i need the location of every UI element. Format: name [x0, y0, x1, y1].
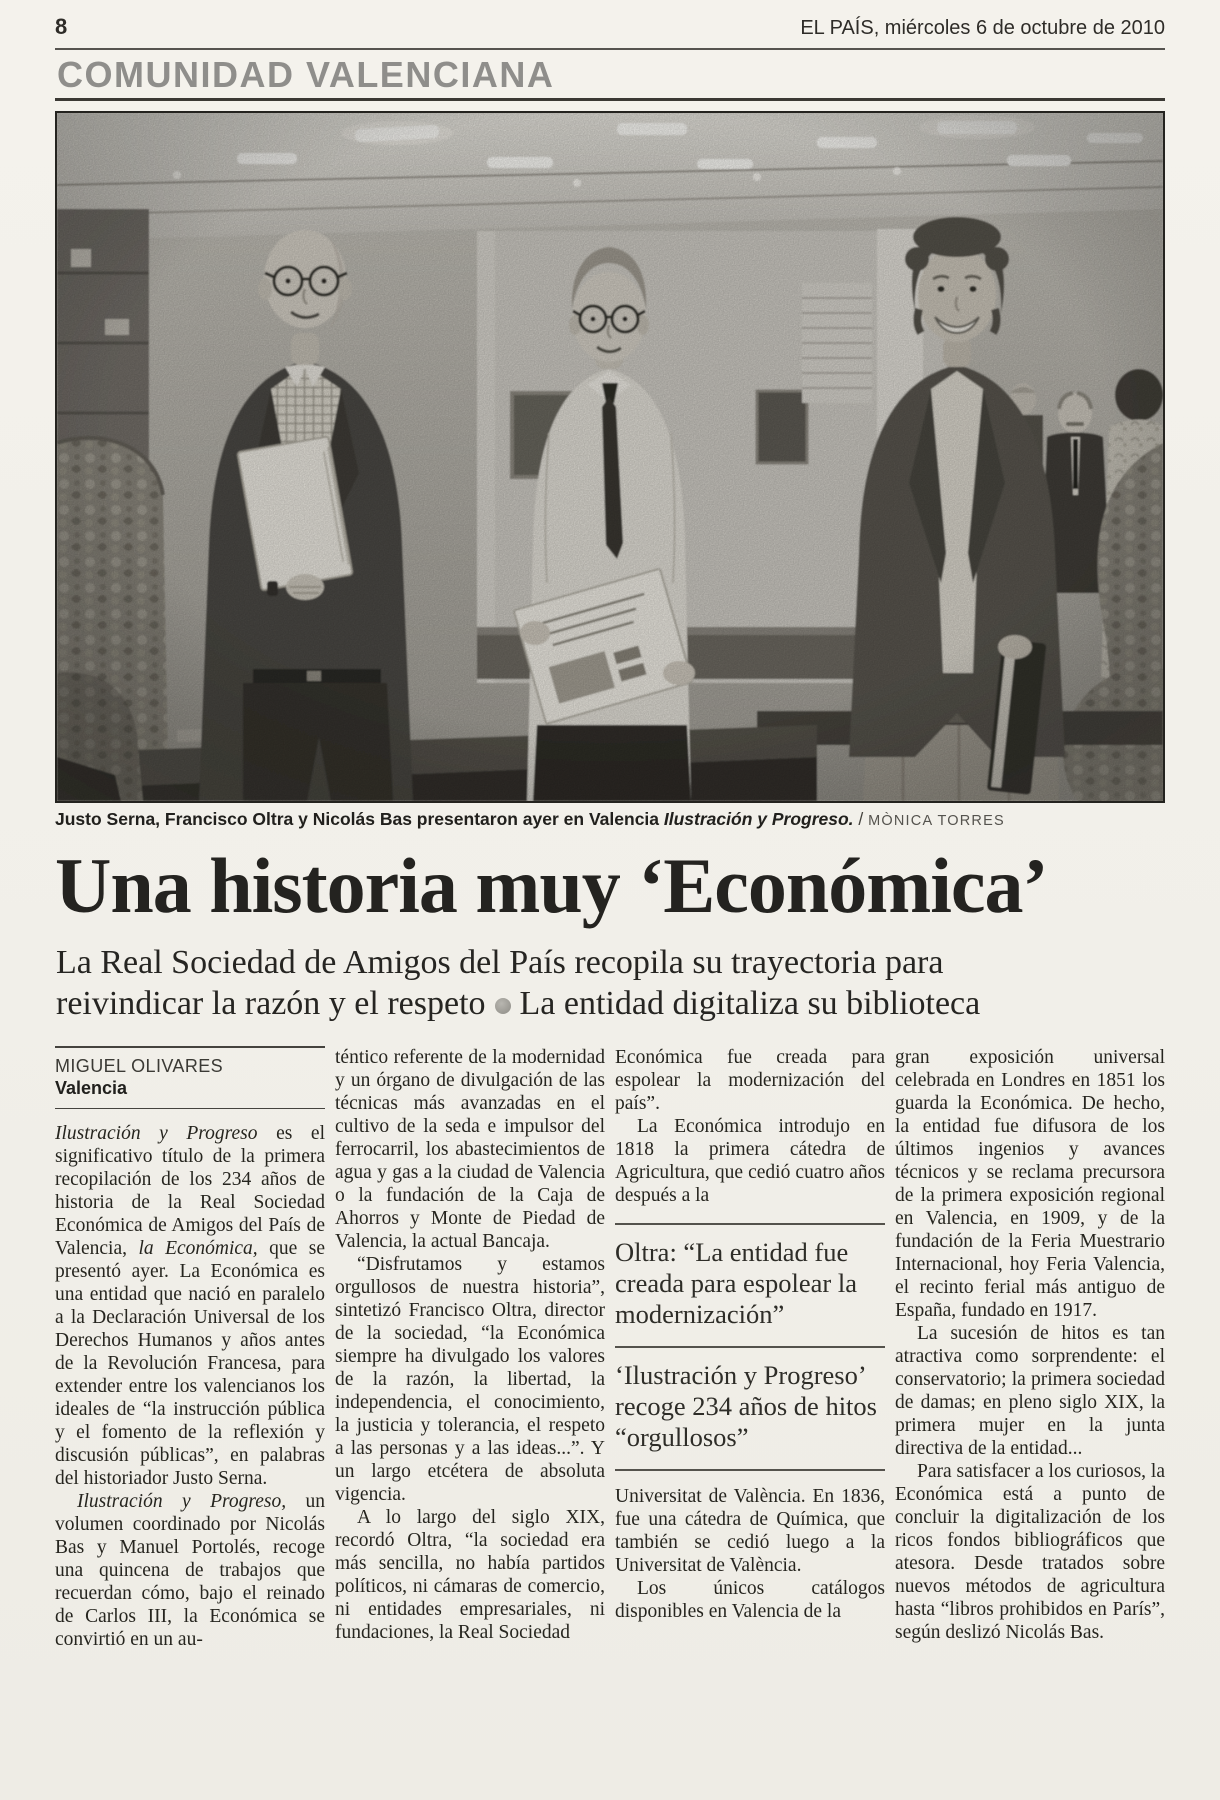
- photo-illustration: [57, 113, 1163, 801]
- section-title: COMUNIDAD VALENCIANA: [57, 54, 555, 95]
- header-rule: [55, 48, 1165, 50]
- subhead-line2-start: reivindicar la razón y el respeto: [56, 985, 486, 1022]
- paragraph: “Disfrutamos y estamos orgullosos de nuestra historia”, sintetizó Francisco Oltra, director de la sociedad, “la Económica siempre ha divulgado los valores de la razón, la libertad, la independencia, el conocimiento, la justicia y tolerancia, el respeto a las personas y a las ideas...”. Y un largo etcétera de absoluta vigencia.: [335, 1254, 605, 1505]
- separator-bullet-icon: [495, 998, 511, 1014]
- paragraph: téntico referente de la modernidad y un órgano de divulgación de las técnicas más avanzadas en el cultivo de la seda e impulsor del ferrocarril, los abastecimientos de agua y gas a la ciudad de Valencia o la fundación de la Caja de Ahorros y Monte de Piedad de Valencia, la actual Bancaja.: [335, 1047, 605, 1252]
- column-4: [895, 1046, 1165, 1794]
- column-1: [55, 1046, 325, 1794]
- paragraph: Universitat de València. En 1836, fue una cátedra de Química, que también se cedió luego a la Universitat de València.: [615, 1486, 885, 1576]
- pull-quote-1: Oltra: “La entidad fue creada para espolear la modernización”: [615, 1237, 858, 1329]
- article-photo: [55, 111, 1165, 803]
- page-header: [55, 10, 1165, 40]
- paragraph: Ilustración y Progreso es el significativo título de la primera recopilación de los 234 años de historia de la Real Sociedad Económica de Amigos del País de Valencia, la Económica, que se presentó ayer. La Económica es una entidad que nació en paralelo a la Declaración Universal de los Derechos Humanos y años antes de la Revolución Francesa, para extender entre los valencianos los ideales de “la instrucción pública y el fomento de la reflexión y discusión públicas”, en palabras del historiador Justo Serna.: [55, 1123, 325, 1489]
- page-number: 8: [55, 14, 68, 39]
- book-title-italic: Ilustración y Progreso,: [77, 1491, 287, 1512]
- article-body: [55, 1046, 1165, 1794]
- column-2: [335, 1046, 605, 1794]
- pull-quote-block: [615, 1223, 885, 1471]
- credit-separator: /: [853, 809, 869, 829]
- paragraph: Ilustración y Progreso, un volumen coordinado por Nicolás Bas y Manuel Portolés, recoge una quincena de trabajos que recuerdan cómo, bajo el reinado de Carlos III, la Económica se convirtió en un au-: [55, 1491, 325, 1650]
- byline-place: Valencia: [55, 1078, 128, 1098]
- byline-author: MIGUEL OLIVARES: [55, 1056, 224, 1076]
- photo-caption: [55, 809, 1165, 830]
- column-3: [615, 1046, 885, 1794]
- subheadline: [56, 942, 1165, 1024]
- caption-book-title: Ilustración y Progreso.: [663, 809, 854, 829]
- masthead-date: EL PAÍS, miércoles 6 de octubre de 2010: [800, 17, 1165, 39]
- paragraph: Para satisfacer a los curiosos, la Económica está a punto de concluir la digitalización de los ricos fondos bibliográficos que atesora. Desde tratados sobre nuevos métodos de agricultura hasta “libros prohibidos en París”, según deslizó Nicolás Bas.: [895, 1461, 1165, 1643]
- caption-text: Justo Serna, Francisco Oltra y Nicolás Bas presentaron ayer en Valencia: [55, 809, 664, 829]
- paragraph: Económica fue creada para espolear la modernización del país”.: [615, 1047, 885, 1114]
- photo-credit: MÒNICA TORRES: [868, 813, 1005, 829]
- byline-block: [55, 1046, 325, 1109]
- paragraph: A lo largo del siglo XIX, recordó Oltra, “la sociedad era más sencilla, no había partidos políticos, ni cámaras de comercio, ni entidades empresariales, ni fundaciones, la Real Sociedad: [335, 1507, 605, 1643]
- headline: Una historia muy ‘Económica’: [55, 842, 1048, 929]
- nickname-italic: la Económica,: [138, 1238, 258, 1259]
- pull-quote-2: ‘Ilustración y Progreso’ recoge 234 años de hitos “orgullosos”: [615, 1346, 885, 1469]
- subhead-line2-end: La entidad digitaliza su biblioteca: [519, 985, 981, 1022]
- paragraph: La sucesión de hitos es tan atractiva como sorprendente: el conservatorio; la primera sociedad de damas; en pleno siglo XIX, la primera mujer en la junta directiva de la entidad...: [895, 1323, 1165, 1459]
- paragraph: Los únicos catálogos disponibles en Valencia de la: [615, 1578, 885, 1622]
- book-title-italic: Ilustración y Progreso: [55, 1123, 258, 1144]
- subhead-line1: La Real Sociedad de Amigos del País recopila su trayectoria para: [56, 944, 944, 981]
- paragraph: La Económica introdujo en 1818 la primera cátedra de Agricultura, que cedió cuatro años después a la: [615, 1116, 885, 1206]
- section-rule: [55, 98, 1165, 101]
- film-grain: [57, 113, 1163, 801]
- paragraph: gran exposición universal celebrada en Londres en 1851 los guarda la Económica. De hecho, la entidad fue difusora de los últimos ingenios y avances técnicos y se reclama precursora de la primera exposición regional en Valencia, en 1909, y de la fundación de la Feria Muestrario Internacional, hoy Feria Valencia, el recinto ferial más antiguo de España, fundado en 1917.: [895, 1047, 1165, 1321]
